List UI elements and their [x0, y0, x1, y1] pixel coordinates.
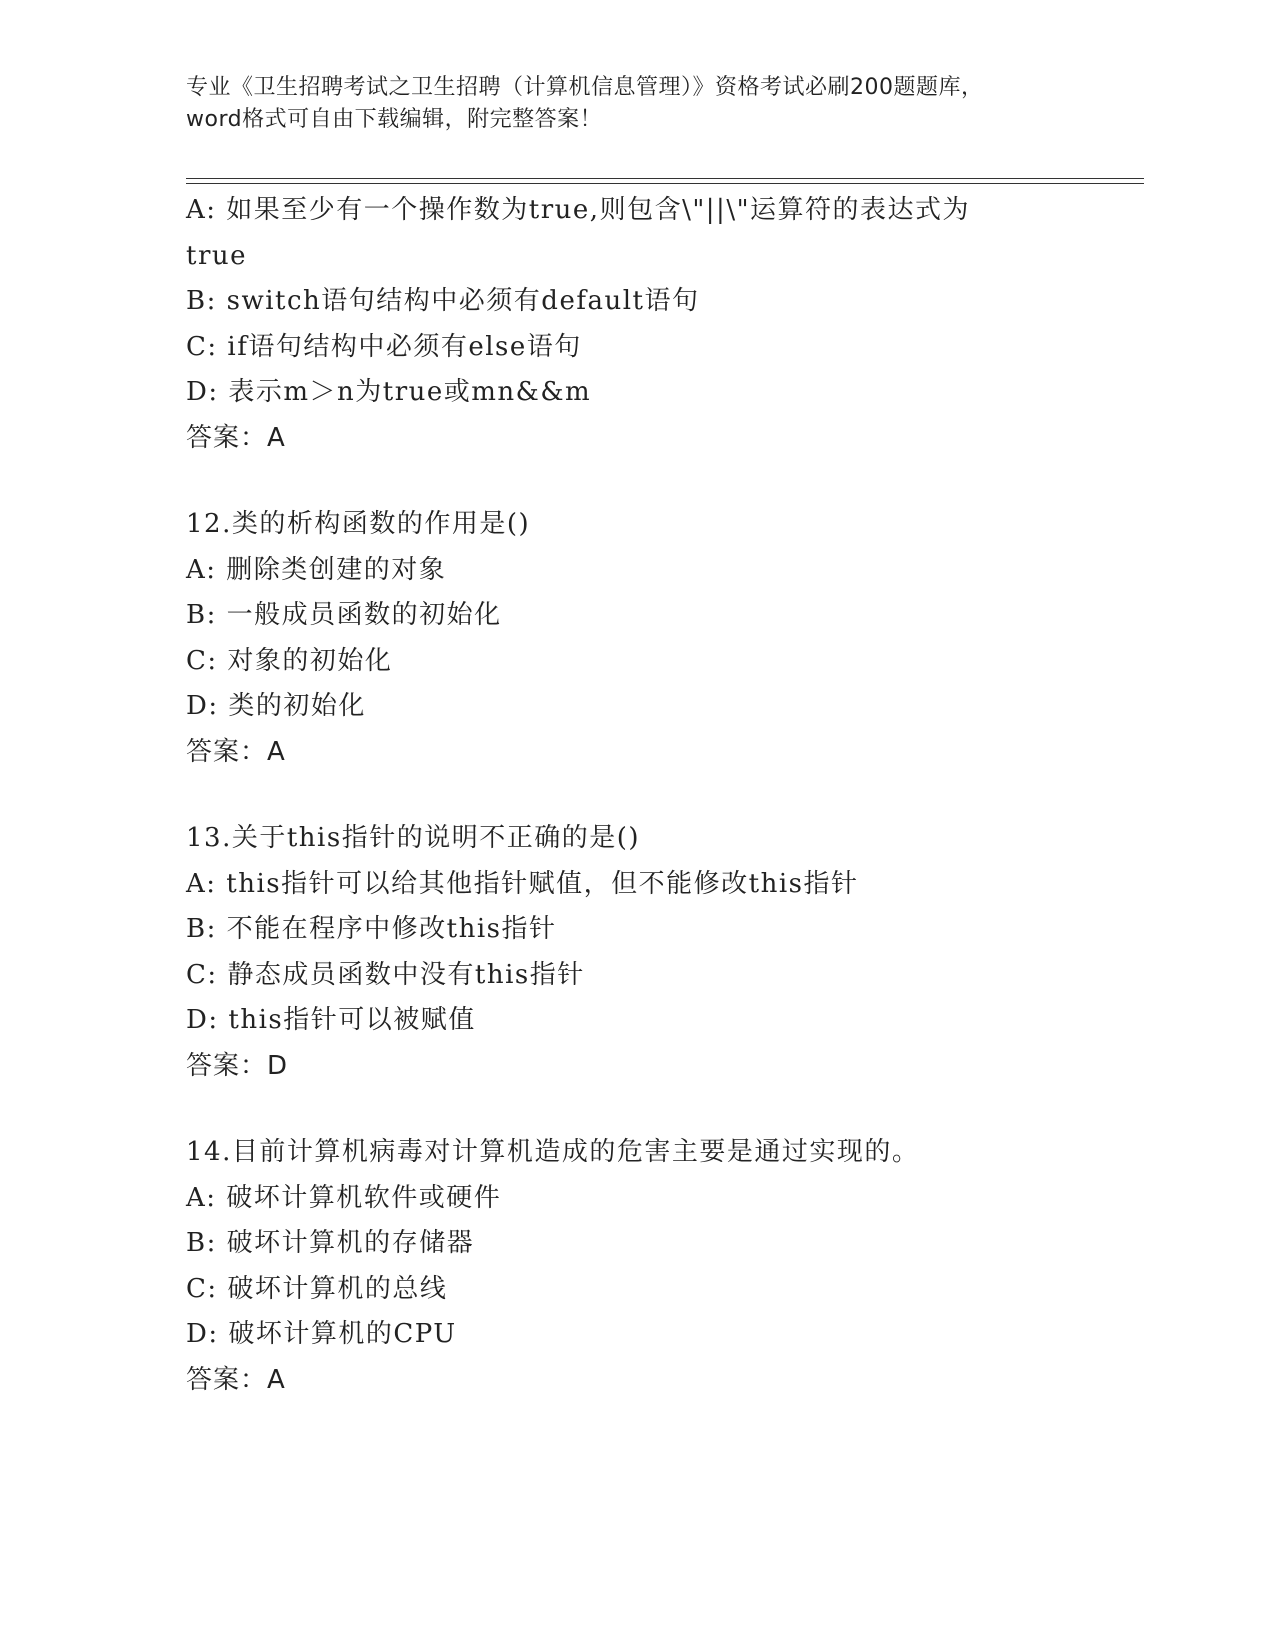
question-block-12: [186, 502, 1136, 775]
option-a: A: 破坏计算机软件或硬件: [186, 1182, 502, 1213]
spacer: [186, 461, 1136, 502]
option-a: A: this指针可以给其他指针赋值，但不能修改this指针: [186, 868, 859, 899]
answer-line: 答案：A: [186, 1364, 286, 1395]
option-c: C: 破坏计算机的总线: [186, 1273, 448, 1304]
option-b: B: 不能在程序中修改this指针: [186, 914, 557, 944]
option-d: D: 破坏计算机的CPU: [186, 1319, 457, 1349]
option-a: A: 删除类创建的对象: [186, 554, 447, 585]
answer-line: 答案：A: [186, 422, 286, 453]
question-block-13: [186, 816, 1136, 1089]
option-c: C: if语句结构中必须有else语句: [186, 331, 582, 362]
question-title: 14.目前计算机病毒对计算机造成的危害主要是通过实现的。: [186, 1137, 920, 1167]
option-c: C: 对象的初始化: [186, 645, 393, 676]
question-block-11: [186, 188, 1136, 461]
option-b: B: 一般成员函数的初始化: [186, 600, 502, 630]
answer-line: 答案：D: [186, 1050, 289, 1081]
option-b: B: 破坏计算机的存储器: [186, 1228, 475, 1258]
option-d: D: 表示m＞n为true或mn&&m: [186, 377, 592, 407]
question-title: 12.类的析构函数的作用是(): [186, 509, 531, 539]
option-a-line-2: true: [186, 240, 248, 271]
option-c: C: 静态成员函数中没有this指针: [186, 959, 585, 990]
header-line-2: word格式可自由下载编辑，附完整答案！: [186, 107, 603, 132]
header-divider-top: [186, 178, 1144, 179]
option-d: D: this指针可以被赋值: [186, 1005, 476, 1035]
question-title: 13.关于this指针的说明不正确的是(): [186, 823, 640, 853]
question-block-14: [186, 1130, 1136, 1403]
option-a-line-1: A: 如果至少有一个操作数为true,则包含\"||\"运算符的表达式为: [186, 195, 971, 225]
question-list: [186, 188, 1136, 1403]
spacer: [186, 1089, 1136, 1130]
option-d: D: 类的初始化: [186, 691, 366, 721]
spacer: [186, 775, 1136, 816]
option-b: B: switch语句结构中必须有default语句: [186, 286, 700, 316]
answer-line: 答案：A: [186, 736, 286, 767]
header-divider-bottom: [186, 183, 1144, 184]
header-line-1: 专业《卫生招聘考试之卫生招聘（计算机信息管理）》资格考试必刷200题题库，: [186, 75, 984, 100]
document-header: [186, 72, 1086, 136]
